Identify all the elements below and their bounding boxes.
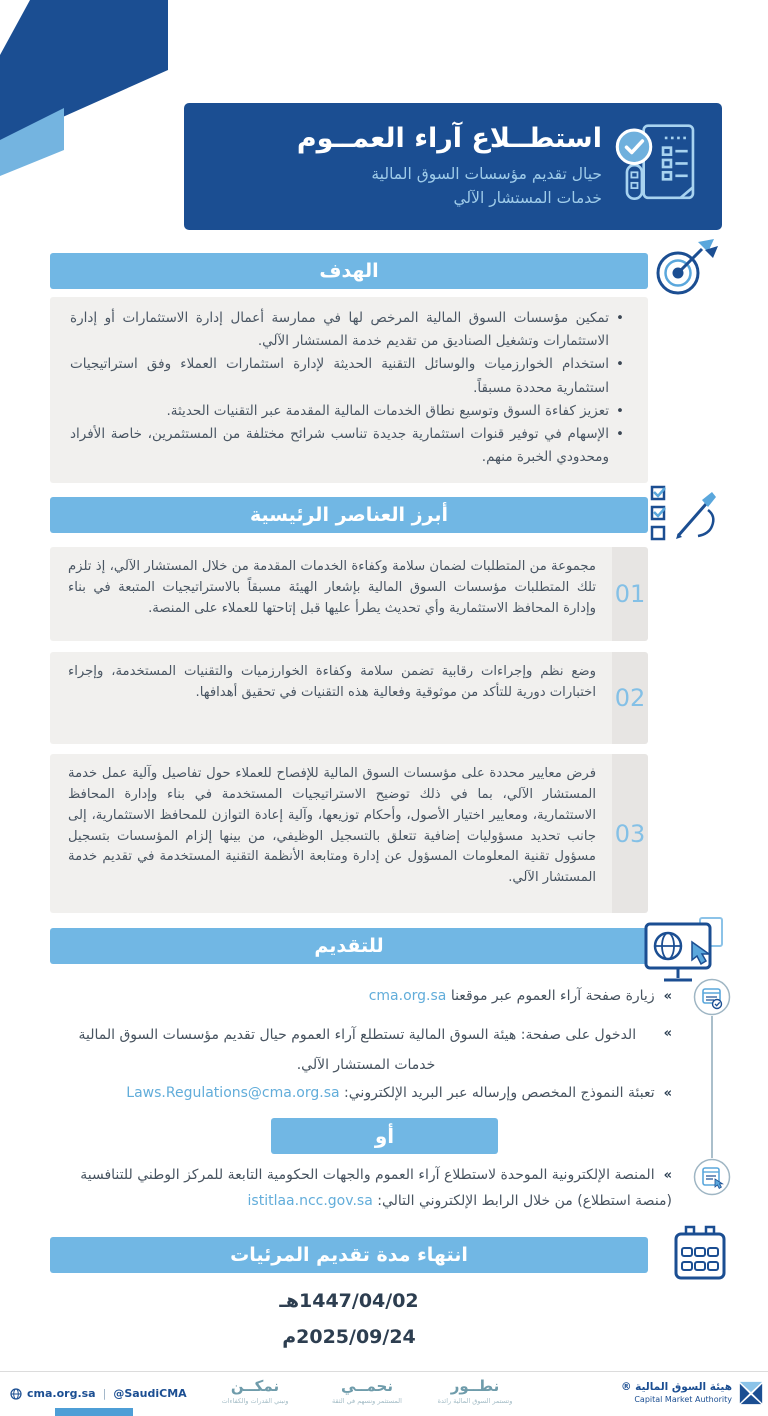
step-text: المنصة الإلكترونية الموحدة لاستطلاع آراء العموم والجهات الحكومية التابعة للمركز الوطني للتنافسية (منصة استطلاع) من خلال الرابط الإلكتروني التالي:	[80, 1167, 672, 1209]
key-element-item-1	[50, 547, 648, 641]
section-deadline-header	[50, 1237, 648, 1273]
web-form-step-icon	[693, 978, 731, 1016]
email-link[interactable]: Laws.Regulations@cma.org.sa	[126, 1085, 340, 1101]
key-element-item-2	[50, 652, 648, 744]
key-element-number: 02	[612, 652, 648, 744]
section-goal-title: الهدف	[319, 260, 379, 282]
key-element-item-3	[50, 754, 648, 913]
target-icon	[650, 238, 722, 298]
submission-step-email-form	[60, 1082, 672, 1105]
calendar-icon	[672, 1224, 728, 1282]
slogan-word: نطــور	[450, 1377, 500, 1395]
footer-social-handle[interactable]: @SaudiCMA	[113, 1387, 187, 1400]
goal-bullet: • تعزيز كفاءة السوق وتوسيع نطاق الخدمات المالية المقدمة عبر التقنيات الحديثة.	[70, 400, 624, 423]
footer-website-link[interactable]: cma.org.sa	[27, 1387, 96, 1400]
goal-bullet: • الإسهام في توفير قنوات استثمارية جديدة تناسب شرائح مختلفة من المستثمرين، خاصة الأفراد ومحدودي الخبرة منهم.	[70, 423, 624, 469]
page-title: استطــلاع آراء العمــوم	[296, 122, 602, 154]
key-element-text: مجموعة من المتطلبات لضمان سلامة وكفاءة الخدمات المقدمة من خلال المستشار الآلي، إذ تلزم تلك المتطلبات مؤسسات السوق المالية بإشعار الهيئة مسبقاً بالاستراتيجيات المتبعة في بناء وإدارة المحافظ الاستثمارية وأي تحديث يطرأ عليها قبل إتاحتها للعملاء على المنصة.	[68, 559, 596, 616]
header-banner	[184, 103, 722, 230]
or-label: أو	[374, 1124, 395, 1148]
slogan-enable	[200, 1379, 310, 1405]
key-element-text: فرض معايير محددة على مؤسسات السوق المالية للإفصاح للعملاء حول تفاصيل وآلية عمل خدمة المستشار الآلي، بما في ذلك توضيح الاستراتيجيات المستخدمة في بناء وإدارة المحافظ الاستثمارية، ومعايير اختيار الأصول، وأحكام توزيعها، وآلية إعادة التوازن للمحافظ الاستثمارية، إلى جانب تحديد مسؤوليات إضافية تتعلق بالتسجيل الوظيفي، من بينها إلزام المؤسسات بتسجيل مسؤول تقنية المعلومات المسؤول عن إدارة ومتابعة الأنظمة التقنية المستخدمة في تقديم خدمة المستشار الآلي.	[68, 766, 596, 886]
or-divider	[271, 1118, 498, 1154]
subtitle-line2: خدمات المستشار الآلي	[453, 189, 602, 208]
section-key-elements-title: أبرز العناصر الرئيسية	[249, 504, 449, 526]
cma-website-link[interactable]: cma.org.sa	[368, 988, 447, 1004]
slogan-develop	[420, 1379, 530, 1405]
slogan-word: نمكــن	[230, 1377, 280, 1395]
slogan-subtext: المستثمر ونسهم في الثقة	[332, 1397, 402, 1405]
section-deadline-title: انتهاء مدة تقديم المرئيات	[230, 1244, 468, 1266]
step-text: زيارة صفحة آراء العموم عبر موقعنا	[450, 988, 655, 1004]
deadline-dates	[50, 1290, 648, 1362]
slogan-subtext: وتستمر السوق المالية رائدة	[437, 1397, 513, 1405]
chevrons-icon: «	[663, 1026, 672, 1041]
slogan-subtext: ونبني القدرات والكفاءات	[221, 1397, 289, 1405]
chevrons-icon: «	[663, 989, 672, 1004]
key-element-number: 01	[612, 547, 648, 641]
platform-step-icon	[693, 1158, 731, 1196]
bottom-cropped-bar	[55, 1408, 133, 1416]
slogan-word: نحمــي	[341, 1377, 393, 1395]
checklist-icon	[648, 484, 726, 546]
org-name-arabic: هيئة السوق المالية ®	[620, 1381, 732, 1394]
istitlaa-link[interactable]: istitlaa.ncc.gov.sa	[247, 1192, 373, 1209]
submission-step-visit-site	[60, 985, 672, 1008]
globe-icon	[10, 1388, 22, 1400]
footer-separator: |	[102, 1387, 107, 1400]
key-element-number: 03	[612, 754, 648, 913]
subtitle-line1: حيال تقديم مؤسسات السوق المالية	[371, 165, 602, 184]
slogan-protect	[312, 1379, 422, 1405]
goal-content-box	[50, 297, 648, 483]
step-text: تعبئة النموذج المخصص وإرساله عبر البريد الإلكتروني:	[344, 1085, 655, 1101]
chevrons-icon: «	[663, 1086, 672, 1101]
goal-bullet-list	[70, 307, 624, 470]
submission-step-open-page	[60, 1020, 672, 1080]
steps-connector-line	[711, 1016, 713, 1158]
gregorian-date: 2025/09/24م	[282, 1326, 416, 1348]
org-name-english: Capital Market Authority	[634, 1394, 732, 1404]
section-submission-title: للتقديم	[314, 935, 384, 957]
hijri-date: 1447/04/02هـ	[279, 1290, 419, 1312]
goal-bullet: • تمكين مؤسسات السوق المالية المرخص لها في ممارسة أعمال إدارة الاستثمارات أو إدارة الاستثمارات وتشغيل الصناديق من تقديم خدمة المستشار الآلي.	[70, 307, 624, 353]
step-text: الدخول على صفحة: هيئة السوق المالية تستطلع آراء العموم حيال تقديم مؤسسات السوق المالية خدمات المستشار الآلي.	[78, 1027, 637, 1074]
section-key-elements-header	[50, 497, 648, 533]
footer-divider	[0, 1371, 768, 1372]
page-subtitle	[200, 162, 602, 210]
survey-document-icon	[608, 119, 704, 215]
key-element-text: وضع نظم وإجراءات رقابية تضمن سلامة وكفاءة الخوارزميات والتقنيات المستخدمة، وإجراء اختبارات دورية للتأكد من موثوقية وفعالية هذه التقنيات في تحقيق أهدافها.	[68, 664, 596, 700]
section-submission-header	[50, 928, 648, 964]
chevrons-icon: «	[663, 1168, 672, 1183]
footer-contact	[10, 1387, 187, 1400]
section-goal-header	[50, 253, 648, 289]
cma-logo	[738, 1380, 764, 1406]
submission-step-istitlaa-platform	[60, 1163, 672, 1215]
goal-bullet: • استخدام الخوارزميات والوسائل التقنية الحديثة لإدارة استثمارات العملاء وفق استراتيجيات استثمارية محددة مسبقاً.	[70, 353, 624, 399]
footer-brand	[621, 1380, 764, 1406]
